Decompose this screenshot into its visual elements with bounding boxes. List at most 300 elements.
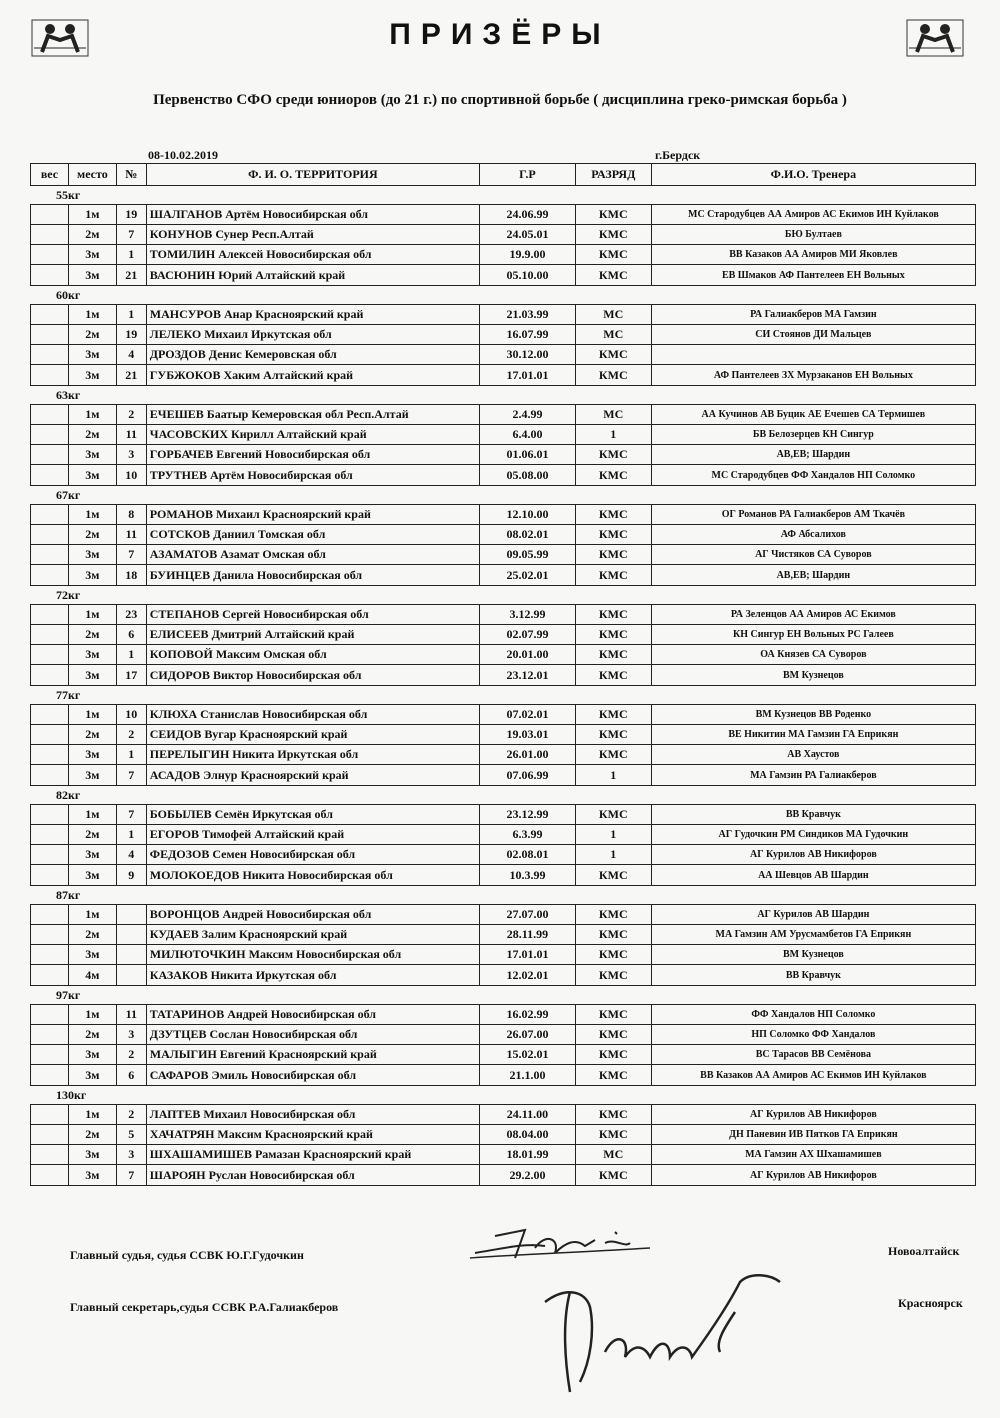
place-cell: 3м [69, 565, 117, 585]
number-cell: 7 [117, 805, 147, 824]
rank-cell: КМС [576, 905, 652, 924]
rank-cell: КМС [576, 1005, 652, 1024]
weight-cell [31, 1025, 69, 1044]
rank-cell: КМС [576, 365, 652, 385]
rank-cell: 1 [576, 765, 652, 785]
rank-cell: КМС [576, 225, 652, 244]
number-cell: 10 [117, 465, 147, 485]
coach-cell: СИ Стоянов ДИ Мальцев [755, 329, 872, 340]
coach-cell: АА Шевцов АВ Шардин [758, 869, 869, 881]
weight-cell [31, 305, 69, 324]
athlete-cell: ТОМИЛИН Алексей Новосибирская обл [147, 245, 480, 264]
weight-category-label: 87кг [56, 888, 81, 902]
table-row [31, 1165, 975, 1185]
number-cell: 2 [117, 405, 147, 424]
birth-date-cell: 18.01.99 [480, 1145, 576, 1164]
coach-cell: АГ Гудочкин РМ Синдиков МА Гудочкин [718, 829, 909, 840]
birth-date-cell: 30.12.00 [480, 345, 576, 364]
weight-category-label: 55кг [56, 188, 81, 202]
header-coach: Ф.И.О. Тренера [770, 167, 857, 181]
birth-date-cell: 17.01.01 [480, 945, 576, 964]
place-cell: 2м [69, 1025, 117, 1044]
chief-secretary-city: Красноярск [898, 1296, 963, 1310]
athlete-cell: ТАТАРИНОВ Андрей Новосибирская обл [147, 1005, 480, 1024]
athlete-cell: МАНСУРОВ Анар Красноярский край [147, 305, 480, 324]
weight-cell [31, 1165, 69, 1185]
athlete-cell: АСАДОВ Элнур Красноярский край [147, 765, 480, 785]
coach-cell: АФ Абсалихов [780, 529, 846, 540]
rank-cell: МС [576, 325, 652, 344]
rank-cell: МС [576, 1145, 652, 1164]
place-cell: 3м [69, 345, 117, 364]
header-place: место [69, 164, 117, 185]
weight-cell [31, 365, 69, 385]
place-cell: 3м [69, 545, 117, 564]
athlete-cell: ГОРБАЧЕВ Евгений Новосибирская обл [147, 445, 480, 464]
place-cell: 2м [69, 325, 117, 344]
table-row [31, 1125, 975, 1145]
weight-cell [31, 545, 69, 564]
place-cell: 3м [69, 1065, 117, 1085]
weight-category-block [30, 1004, 976, 1086]
weight-category-block [30, 604, 976, 686]
birth-date-cell: 29.2.00 [480, 1165, 576, 1185]
event-city: г.Бердск [655, 148, 701, 162]
place-cell: 3м [69, 245, 117, 264]
weight-cell [31, 425, 69, 444]
rank-cell: КМС [576, 1165, 652, 1185]
coach-cell: АГ Чистяков СА Суворов [755, 549, 872, 560]
rank-cell: КМС [576, 1025, 652, 1044]
rank-cell: КМС [576, 945, 652, 964]
rank-cell: 1 [576, 425, 652, 444]
weight-cell [31, 405, 69, 424]
coach-cell: АА Кучинов АВ Буцик АЕ Ечешев СА Термишев [701, 409, 926, 420]
place-cell: 3м [69, 1145, 117, 1164]
place-cell: 2м [69, 825, 117, 844]
coach-cell: ВМ Кузнецов [782, 949, 844, 960]
birth-date-cell: 3.12.99 [480, 605, 576, 624]
athlete-cell: ХАЧАТРЯН Максим Красноярский край [147, 1125, 480, 1144]
table-row [31, 965, 975, 985]
number-cell [117, 925, 147, 944]
coach-cell: ОГ Романов РА Галиакберов АМ Ткачёв [721, 509, 905, 520]
number-cell: 10 [117, 705, 147, 724]
birth-date-cell: 26.07.00 [480, 1025, 576, 1044]
number-cell: 21 [117, 365, 147, 385]
table-row [31, 1005, 975, 1025]
rank-cell: КМС [576, 625, 652, 644]
birth-date-cell: 24.06.99 [480, 205, 576, 224]
place-cell: 3м [69, 265, 117, 285]
table-row [31, 745, 975, 765]
birth-date-cell: 23.12.99 [480, 805, 576, 824]
weight-cell [31, 565, 69, 585]
chief-judge-city: Новоалтайск [888, 1244, 960, 1258]
rank-cell: КМС [576, 965, 652, 985]
table-row [31, 245, 975, 265]
weight-category-block [30, 904, 976, 986]
weight-category-label: 130кг [56, 1088, 87, 1102]
weight-cell [31, 205, 69, 224]
birth-date-cell: 07.06.99 [480, 765, 576, 785]
coach-cell: АВ,ЕВ; Шардин [776, 449, 851, 460]
weight-cell [31, 805, 69, 824]
athlete-cell: ШХАШАМИШЕВ Рамазан Красноярский край [147, 1145, 480, 1164]
birth-date-cell: 10.3.99 [480, 865, 576, 885]
weight-category-label: 60кг [56, 288, 81, 302]
weight-category-label: 63кг [56, 388, 81, 402]
place-cell: 2м [69, 925, 117, 944]
birth-date-cell: 25.02.01 [480, 565, 576, 585]
number-cell: 18 [117, 565, 147, 585]
weight-category-block [30, 404, 976, 486]
table-row [31, 805, 975, 825]
number-cell: 9 [117, 865, 147, 885]
coach-cell: ВВ Казаков АА Амиров МИ Яковлев [729, 249, 898, 260]
birth-date-cell: 17.01.01 [480, 365, 576, 385]
place-cell: 3м [69, 1165, 117, 1185]
coach-cell [652, 345, 975, 364]
number-cell: 6 [117, 1065, 147, 1085]
weight-cell [31, 1005, 69, 1024]
place-cell: 2м [69, 1125, 117, 1144]
coach-cell: АГ Курилов АВ Никифоров [749, 1109, 877, 1120]
weight-category-block [30, 1104, 976, 1186]
number-cell: 1 [117, 645, 147, 664]
coach-cell: ВС Тарасов ВВ Семёнова [755, 1049, 871, 1060]
weight-cell [31, 625, 69, 644]
table-row [31, 845, 975, 865]
number-cell: 6 [117, 625, 147, 644]
rank-cell: КМС [576, 1065, 652, 1085]
place-cell: 2м [69, 725, 117, 744]
table-row [31, 945, 975, 965]
place-cell: 2м [69, 425, 117, 444]
birth-date-cell: 07.02.01 [480, 705, 576, 724]
place-cell: 3м [69, 465, 117, 485]
athlete-cell: ШАРОЯН Руслан Новосибирская обл [147, 1165, 480, 1185]
weight-cell [31, 245, 69, 264]
rank-cell: КМС [576, 545, 652, 564]
rank-cell: КМС [576, 925, 652, 944]
place-cell: 1м [69, 605, 117, 624]
coach-cell: МА Гамзин РА Галиакберов [750, 769, 877, 781]
place-cell: 3м [69, 445, 117, 464]
rank-cell: КМС [576, 745, 652, 764]
header-weight: вес [31, 164, 69, 185]
rank-cell: КМС [576, 525, 652, 544]
birth-date-cell: 27.07.00 [480, 905, 576, 924]
athlete-cell: КУДАЕВ Залим Красноярский край [147, 925, 480, 944]
birth-date-cell: 12.02.01 [480, 965, 576, 985]
athlete-cell: МАЛЫГИН Евгений Красноярский край [147, 1045, 480, 1064]
table-row [31, 505, 975, 525]
number-cell: 2 [117, 1045, 147, 1064]
weight-cell [31, 1145, 69, 1164]
weight-cell [31, 445, 69, 464]
birth-date-cell: 20.01.00 [480, 645, 576, 664]
weight-cell [31, 965, 69, 985]
number-cell: 11 [117, 425, 147, 444]
birth-date-cell: 01.06.01 [480, 445, 576, 464]
number-cell: 2 [117, 725, 147, 744]
coach-cell: ВВ Кравчук [785, 809, 841, 820]
weight-cell [31, 665, 69, 685]
number-cell: 7 [117, 225, 147, 244]
athlete-cell: БОБЫЛЕВ Семён Иркутская обл [147, 805, 480, 824]
birth-date-cell: 21.1.00 [480, 1065, 576, 1085]
weight-category-block [30, 304, 976, 386]
event-date: 08-10.02.2019 [148, 148, 218, 162]
table-row [31, 705, 975, 725]
birth-date-cell: 19.03.01 [480, 725, 576, 744]
birth-date-cell: 24.11.00 [480, 1105, 576, 1124]
table-row [31, 445, 975, 465]
coach-cell: ВМ Кузнецов ВВ Роденко [755, 709, 872, 720]
table-row [31, 1065, 975, 1085]
place-cell: 4м [69, 965, 117, 985]
place-cell: 3м [69, 945, 117, 964]
number-cell: 17 [117, 665, 147, 685]
weight-cell [31, 725, 69, 744]
number-cell: 1 [117, 825, 147, 844]
birth-date-cell: 24.05.01 [480, 225, 576, 244]
birth-date-cell: 08.02.01 [480, 525, 576, 544]
birth-date-cell: 16.02.99 [480, 1005, 576, 1024]
birth-date-cell: 19.9.00 [480, 245, 576, 264]
table-row [31, 645, 975, 665]
weight-cell [31, 605, 69, 624]
athlete-cell: ДЗУТЦЕВ Сослан Новосибирская обл [147, 1025, 480, 1044]
weight-category-block [30, 204, 976, 286]
table-row [31, 1105, 975, 1125]
table-row [31, 345, 975, 365]
table-row [31, 405, 975, 425]
weight-cell [31, 845, 69, 864]
weight-cell [31, 945, 69, 964]
place-cell: 1м [69, 405, 117, 424]
coach-cell: ОА Князев СА Суворов [760, 649, 867, 660]
place-cell: 3м [69, 765, 117, 785]
weight-cell [31, 525, 69, 544]
header-birth-date: Г.Р [480, 164, 576, 185]
coach-cell: ВВ Кравчук [785, 969, 841, 981]
rank-cell: КМС [576, 705, 652, 724]
weight-cell [31, 925, 69, 944]
table-row [31, 565, 975, 585]
athlete-cell: ГУБЖОКОВ Хаким Алтайский край [147, 365, 480, 385]
table-row [31, 725, 975, 745]
table-row [31, 825, 975, 845]
rank-cell: МС [576, 405, 652, 424]
table-row [31, 905, 975, 925]
weight-cell [31, 345, 69, 364]
rank-cell: КМС [576, 1045, 652, 1064]
number-cell [117, 905, 147, 924]
header-rank: РАЗРЯД [576, 164, 652, 185]
weight-cell [31, 745, 69, 764]
table-row [31, 465, 975, 485]
place-cell: 3м [69, 1045, 117, 1064]
table-row [31, 765, 975, 785]
athlete-cell: АЗАМАТОВ Азамат Омская обл [147, 545, 480, 564]
weight-category-label: 72кг [56, 588, 81, 602]
table-header [30, 163, 976, 186]
place-cell: 2м [69, 525, 117, 544]
number-cell: 2 [117, 1105, 147, 1124]
athlete-cell: ЕЧЕШЕВ Баатыр Кемеровская обл Респ.Алтай [147, 405, 480, 424]
header-name-territory: Ф. И. О. ТЕРРИТОРИЯ [147, 164, 480, 185]
weight-cell [31, 1065, 69, 1085]
table-row [31, 865, 975, 885]
number-cell: 3 [117, 1025, 147, 1044]
weight-cell [31, 1105, 69, 1124]
coach-cell: АГ Курилов АВ Шардин [757, 909, 870, 920]
header-number: № [117, 164, 147, 185]
weight-cell [31, 1125, 69, 1144]
place-cell: 3м [69, 645, 117, 664]
coach-cell: АГ Курилов АВ Никифоров [749, 1169, 877, 1181]
rank-cell: КМС [576, 265, 652, 285]
coach-cell: АВ,ЕВ; Шардин [776, 569, 851, 581]
table-row [31, 365, 975, 385]
place-cell: 3м [69, 865, 117, 885]
athlete-cell: КОПОВОЙ Максим Омская обл [147, 645, 480, 664]
athlete-cell: СИДОРОВ Виктор Новосибирская обл [147, 665, 480, 685]
coach-cell: ДН Паневин ИВ Пятков ГА Еприкян [729, 1129, 898, 1140]
weight-category-label: 82кг [56, 788, 81, 802]
table-row [31, 1025, 975, 1045]
number-cell: 3 [117, 1145, 147, 1164]
rank-cell: КМС [576, 805, 652, 824]
place-cell: 1м [69, 505, 117, 524]
athlete-cell: КОНУНОВ Сунер Респ.Алтай [147, 225, 480, 244]
table-row [31, 225, 975, 245]
birth-date-cell: 02.08.01 [480, 845, 576, 864]
weight-cell [31, 645, 69, 664]
athlete-cell: ЛАПТЕВ Михаил Новосибирская обл [147, 1105, 480, 1124]
coach-cell: БЮ Бултаев [784, 229, 842, 240]
weight-cell [31, 505, 69, 524]
table-row [31, 325, 975, 345]
judge-signature [465, 1218, 655, 1268]
weight-cell [31, 265, 69, 285]
rank-cell: КМС [576, 245, 652, 264]
athlete-cell: МОЛОКОЕДОВ Никита Новосибирская обл [147, 865, 480, 885]
number-cell: 7 [117, 545, 147, 564]
athlete-cell: САФАРОВ Эмиль Новосибирская обл [147, 1065, 480, 1085]
athlete-cell: ВОРОНЦОВ Андрей Новосибирская обл [147, 905, 480, 924]
athlete-cell: СЕИДОВ Вугар Красноярский край [147, 725, 480, 744]
table-row [31, 305, 975, 325]
number-cell: 5 [117, 1125, 147, 1144]
coach-cell: БВ Белозерцев КН Сингур [752, 429, 874, 440]
athlete-cell: МИЛЮТОЧКИН Максим Новосибирская обл [147, 945, 480, 964]
number-cell: 8 [117, 505, 147, 524]
place-cell: 1м [69, 705, 117, 724]
rank-cell: КМС [576, 665, 652, 685]
place-cell: 2м [69, 225, 117, 244]
coach-cell: МС Стародубцев ФФ Хандалов НП Соломко [711, 469, 916, 481]
number-cell: 4 [117, 345, 147, 364]
birth-date-cell: 16.07.99 [480, 325, 576, 344]
weight-category-label: 67кг [56, 488, 81, 502]
rank-cell: 1 [576, 825, 652, 844]
athlete-cell: ФЕДОЗОВ Семен Новосибирская обл [147, 845, 480, 864]
rank-cell: КМС [576, 1125, 652, 1144]
rank-cell: КМС [576, 465, 652, 485]
coach-cell: МА Гамзин АМ Урусмамбетов ГА Еприкян [715, 929, 912, 940]
secretary-signature [510, 1262, 800, 1402]
athlete-cell: СОТСКОВ Даниил Томская обл [147, 525, 480, 544]
weight-category-block [30, 504, 976, 586]
number-cell: 21 [117, 265, 147, 285]
birth-date-cell: 08.04.00 [480, 1125, 576, 1144]
coach-cell: ЕВ Шмаков АФ Пантелеев ЕН Вольных [721, 269, 905, 281]
table-row [31, 925, 975, 945]
table-row [31, 665, 975, 685]
birth-date-cell: 26.01.00 [480, 745, 576, 764]
weight-cell [31, 865, 69, 885]
rank-cell: КМС [576, 605, 652, 624]
page-subtitle: Первенство СФО среди юниоров (до 21 г.) по спортивной борьбе ( дисциплина греко-римская борьба ) [153, 92, 847, 108]
birth-date-cell: 6.3.99 [480, 825, 576, 844]
athlete-cell: ДРОЗДОВ Денис Кемеровская обл [147, 345, 480, 364]
rank-cell: КМС [576, 725, 652, 744]
place-cell: 1м [69, 905, 117, 924]
coach-cell: ВВ Казаков АА Амиров АС Екимов ИН Куйлаков [700, 1069, 927, 1081]
table-row [31, 1045, 975, 1065]
table-row [31, 1145, 975, 1165]
rank-cell: КМС [576, 445, 652, 464]
coach-cell: РА Зеленцов АА Амиров АС Екимов [730, 609, 896, 620]
number-cell: 19 [117, 325, 147, 344]
coach-cell: ВМ Кузнецов [782, 669, 844, 681]
weight-category-label: 97кг [56, 988, 81, 1002]
number-cell [117, 945, 147, 964]
page-title: ПРИЗЁРЫ [389, 18, 611, 51]
rank-cell: 1 [576, 845, 652, 864]
place-cell: 1м [69, 305, 117, 324]
coach-cell: МА Гамзин АХ Шхашамишев [745, 1149, 882, 1160]
weight-category-label: 77кг [56, 688, 81, 702]
results-table [30, 163, 976, 1186]
athlete-cell: ЕГОРОВ Тимофей Алтайский край [147, 825, 480, 844]
birth-date-cell: 2.4.99 [480, 405, 576, 424]
table-row [31, 605, 975, 625]
athlete-cell: ЕЛИСЕЕВ Дмитрий Алтайский край [147, 625, 480, 644]
weight-cell [31, 1045, 69, 1064]
rank-cell: КМС [576, 505, 652, 524]
weight-category-block [30, 704, 976, 786]
weight-category-block [30, 804, 976, 886]
number-cell: 7 [117, 765, 147, 785]
athlete-cell: КАЗАКОВ Никита Иркутская обл [147, 965, 480, 985]
number-cell: 19 [117, 205, 147, 224]
coach-cell: РА Галиакберов МА Гамзин [750, 309, 877, 320]
athlete-cell: БУИНЦЕВ Данила Новосибирская обл [147, 565, 480, 585]
birth-date-cell: 05.08.00 [480, 465, 576, 485]
birth-date-cell: 02.07.99 [480, 625, 576, 644]
birth-date-cell: 6.4.00 [480, 425, 576, 444]
table-row [31, 545, 975, 565]
number-cell: 11 [117, 1005, 147, 1024]
athlete-cell: ВАСЮНИН Юрий Алтайский край [147, 265, 480, 285]
athlete-cell: КЛЮХА Станислав Новосибирская обл [147, 705, 480, 724]
coach-cell: МС Стародубцев АА Амиров АС Екимов ИН Куйлаков [688, 209, 939, 220]
number-cell [117, 965, 147, 985]
